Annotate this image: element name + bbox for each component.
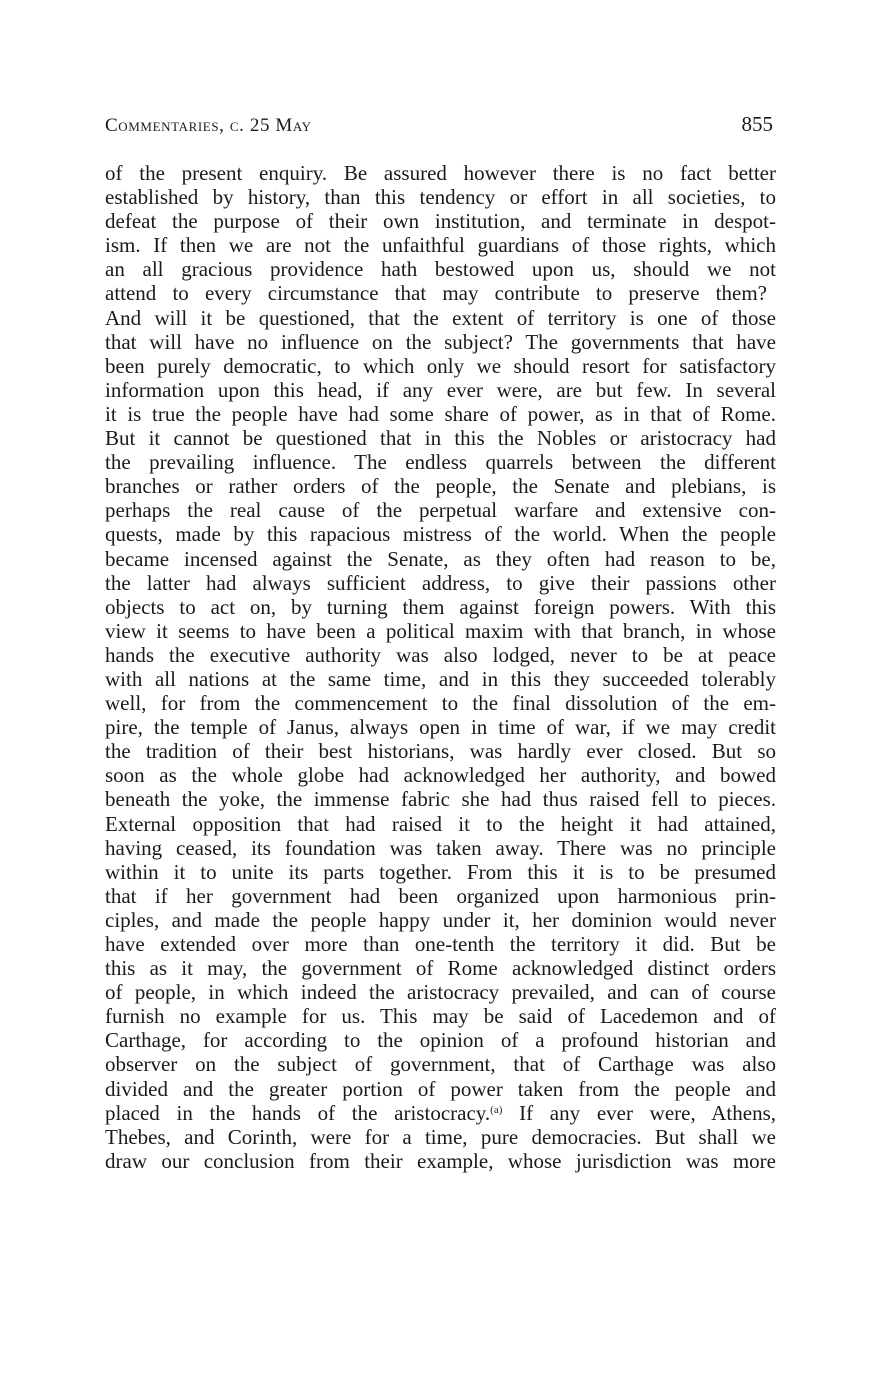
- text-line: objects to act on, by turning them against foreign powers. With this: [105, 594, 776, 619]
- text-line: divided and the greater portion of power taken from the people and: [105, 1076, 776, 1101]
- text-line: established by history, than this tendency or effort in all societies, to: [105, 185, 776, 210]
- text-line: But it cannot be questioned that in this the Nobles or aristocracy had: [105, 426, 776, 451]
- running-title: Commentaries, c. 25 May: [105, 115, 312, 136]
- text-line: beneath the yoke, the immense fabric she had thus raised fell to pieces.: [105, 787, 776, 812]
- text-line: that if her government had been organized upon harmonious prin-: [105, 883, 776, 908]
- text-line: view it seems to have been a political maxim with that branch, in whose: [105, 618, 776, 643]
- text-line: Thebes, and Corinth, were for a time, pure democracies. But shall we: [105, 1124, 776, 1149]
- text-line: quests, made by this rapacious mistress of the world. When the people: [105, 522, 776, 547]
- text-line: an all gracious providence hath bestowed upon us, should we not: [105, 257, 776, 282]
- footnote-marker[interactable]: (a): [490, 1103, 503, 1116]
- text-line: furnish no example for us. This may be said of Lacedemon and of: [105, 1004, 776, 1029]
- text-line: hands the executive authority was also lodged, never to be at peace: [105, 642, 776, 667]
- text-segment: If any ever were, Athens,: [502, 1100, 776, 1125]
- text-line: observer on the subject of government, that of Carthage was also: [105, 1052, 776, 1077]
- text-line: of people, in which indeed the aristocracy prevailed, and can of course: [105, 980, 776, 1005]
- text-line: pire, the temple of Janus, always open in time of war, if we may credit: [105, 715, 776, 740]
- text-line: Carthage, for according to the opinion of a profound historian and: [105, 1028, 776, 1053]
- text-line: And will it be questioned, that the extent of territory is one of those: [105, 305, 776, 330]
- text-line: became incensed against the Senate, as they often had reason to be,: [105, 546, 776, 571]
- text-line: within it to unite its parts together. From this it is to be presumed: [105, 859, 776, 884]
- text-line: draw our conclusion from their example, whose jurisdiction was more: [105, 1148, 776, 1173]
- text-segment: placed in the hands of the aristocracy.: [105, 1100, 491, 1125]
- running-head: [105, 112, 777, 140]
- text-line: ciples, and made the people happy under it, her dominion would never: [105, 907, 776, 932]
- footnote-reference-line: [105, 1101, 776, 1125]
- text-line: been purely democratic, to which only we should resort for satisfactory: [105, 353, 776, 378]
- text-line: branches or rather orders of the people, the Senate and plebians, is: [105, 474, 776, 499]
- text-line: with all nations at the same time, and in this they succeeded tolerably: [105, 666, 776, 691]
- text-line: the latter had always sufficient address, to give their passions other: [105, 570, 776, 595]
- text-line: soon as the whole globe had acknowledged her authority, and bowed: [105, 763, 776, 788]
- text-line: defeat the purpose of their own institution, and terminate in despot-: [105, 209, 776, 234]
- text-line: well, for from the commencement to the final dissolution of the em-: [105, 691, 776, 716]
- text-line: information upon this head, if any ever were, are but few. In several: [105, 377, 776, 402]
- text-line: having ceased, its foundation was taken away. There was no principle: [105, 835, 776, 860]
- text-line: the tradition of their best historians, was hardly ever closed. But so: [105, 739, 776, 764]
- text-line: ism. If then we are not the unfaithful guardians of those rights, which: [105, 233, 776, 258]
- text-line: the prevailing influence. The endless quarrels between the different: [105, 450, 776, 475]
- page-number: 855: [741, 112, 773, 136]
- text-line: attend to every circumstance that may contribute to preserve them?: [105, 281, 767, 306]
- text-line: that will have no influence on the subject? The governments that have: [105, 329, 776, 354]
- text-line: perhaps the real cause of the perpetual warfare and extensive con-: [105, 498, 776, 523]
- text-line: this as it may, the government of Rome acknowledged distinct orders: [105, 956, 776, 981]
- text-line: it is true the people have had some share of power, as in that of Rome.: [105, 401, 776, 426]
- text-line: have extended over more than one-tenth the territory it did. But be: [105, 932, 776, 956]
- text-line: of the present enquiry. Be assured however there is no fact better: [105, 161, 776, 185]
- body-text: [105, 161, 776, 1173]
- text-line: External opposition that had raised it to the height it had attained,: [105, 811, 776, 836]
